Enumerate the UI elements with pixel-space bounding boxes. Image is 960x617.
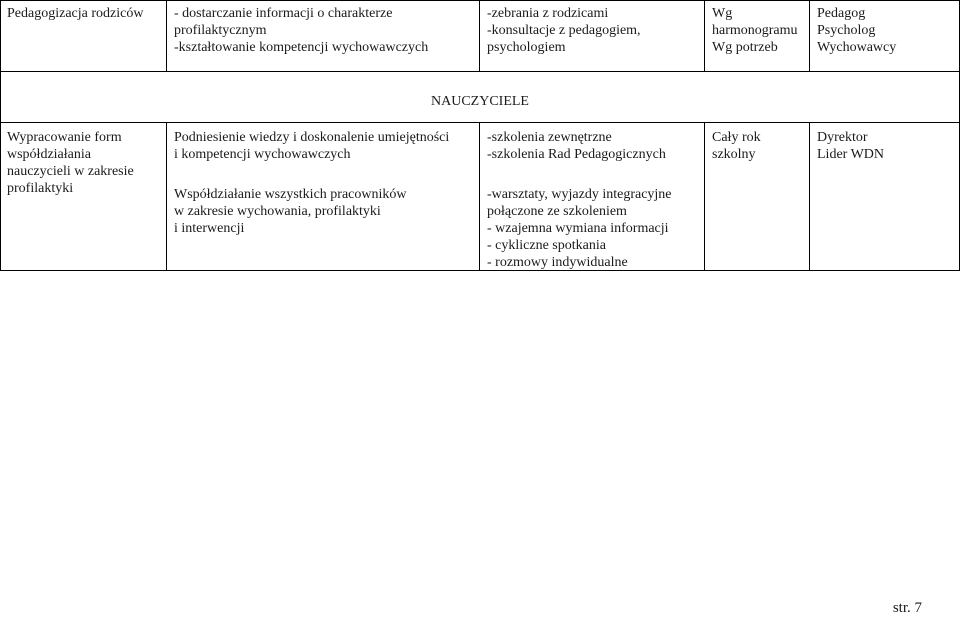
cell-line: w zakresie wychowania, profilaktyki — [174, 204, 381, 219]
cell-line: Psycholog — [817, 23, 876, 38]
cell-line: Wychowawcy — [817, 40, 897, 55]
row1-bottom-border — [0, 71, 960, 72]
row2-area-cell — [7, 129, 134, 197]
col-divider — [704, 0, 705, 72]
cell-line: współdziałania — [7, 147, 91, 162]
page-number: str. 7 — [892, 600, 922, 616]
cell-line: połączone ze szkoleniem — [487, 204, 627, 219]
cell-line: i kompetencji wychowawczych — [174, 147, 351, 162]
row2-goals-cell-a — [174, 129, 449, 163]
col-divider — [166, 0, 167, 72]
header-bottom-border — [0, 122, 960, 123]
cell-line: - rozmowy indywidualne — [487, 255, 628, 270]
table-bottom-border — [0, 270, 960, 271]
col-divider — [479, 0, 480, 72]
col-divider — [166, 122, 167, 271]
cell-line: - dostarczanie informacji o charakterze — [174, 6, 393, 21]
cell-line: -szkolenia zewnętrzne — [487, 130, 612, 145]
row1-timing-cell — [712, 5, 798, 56]
cell-line: Wypracowanie form — [7, 130, 122, 145]
row2-methods-cell-a — [487, 129, 666, 163]
section-header — [0, 93, 960, 110]
row2-methods-cell-b — [487, 186, 672, 271]
cell-line: Pedagogizacja rodziców — [7, 6, 144, 21]
cell-line: - wzajemna wymiana informacji — [487, 221, 669, 236]
cell-line: Współdziałanie wszystkich pracowników — [174, 187, 407, 202]
cell-line: Cały rok — [712, 130, 761, 145]
cell-line: -warsztaty, wyjazdy integracyjne — [487, 187, 672, 202]
row2-goals-cell-b — [174, 186, 407, 237]
cell-line: Podniesienie wiedzy i doskonalenie umiejętności — [174, 130, 450, 145]
cell-line: psychologiem — [487, 40, 566, 55]
cell-line: i interwencji — [174, 221, 245, 236]
table-top-border — [0, 0, 960, 1]
row1-methods-cell — [487, 5, 641, 56]
cell-line: profilaktyki — [7, 181, 74, 196]
cell-line: -zebrania z rodzicami — [487, 6, 609, 21]
row2-timing-cell — [712, 129, 761, 163]
cell-line: Lider WDN — [817, 147, 884, 162]
cell-line: Wg — [712, 6, 733, 21]
row1-responsible-cell — [817, 5, 896, 56]
row2-responsible-cell — [817, 129, 884, 163]
cell-line: Wg potrzeb — [712, 40, 778, 55]
row1-goals-cell — [174, 5, 428, 56]
cell-line: Dyrektor — [817, 130, 868, 145]
cell-line: - cykliczne spotkania — [487, 238, 606, 253]
col-divider — [704, 122, 705, 271]
cell-line: Pedagog — [817, 6, 866, 21]
col-divider — [479, 122, 480, 271]
cell-line: szkolny — [712, 147, 756, 162]
col-divider — [809, 0, 810, 72]
section-header-text: NAUCZYCIELE — [431, 94, 529, 109]
cell-line: nauczycieli w zakresie — [7, 164, 134, 179]
cell-line: -konsultacje z pedagogiem, — [487, 23, 641, 38]
cell-line: profilaktycznym — [174, 23, 267, 38]
cell-line: -szkolenia Rad Pedagogicznych — [487, 147, 666, 162]
cell-line: -kształtowanie kompetencji wychowawczych — [174, 40, 429, 55]
table-left-border — [0, 0, 1, 271]
row1-area-cell — [7, 5, 143, 22]
col-divider — [809, 122, 810, 271]
cell-line: harmonogramu — [712, 23, 798, 38]
